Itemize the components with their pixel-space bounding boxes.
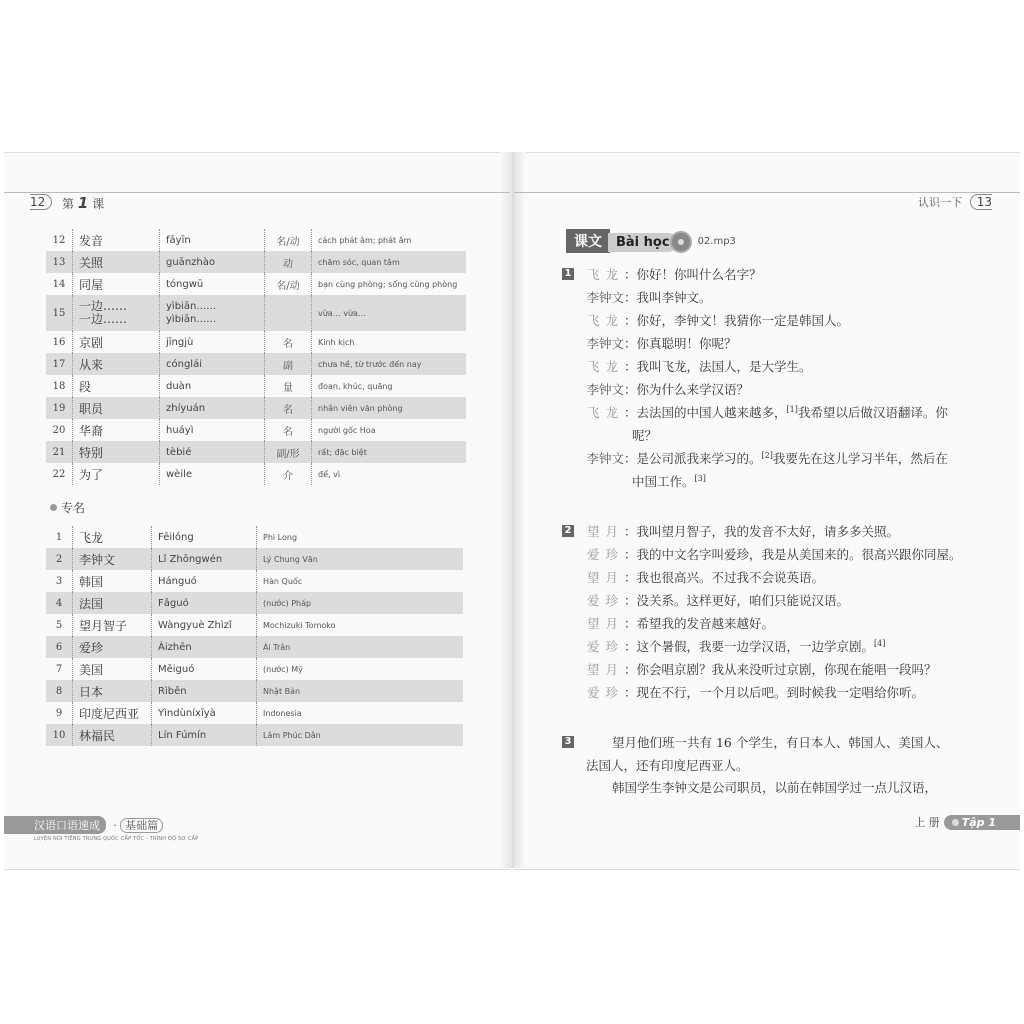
speaker-colon: ： <box>624 616 637 631</box>
name-pinyin: Hánguó <box>152 570 257 592</box>
vocab-meaning: vừa… vừa… <box>312 295 467 331</box>
chapter-title: 认识一下 <box>918 196 962 209</box>
right-page-number: 13 <box>970 194 992 210</box>
name-pinyin: Yìndùníxīyà <box>152 702 257 724</box>
speaker-colon: ： <box>624 336 637 351</box>
speaker-colon: ： <box>624 290 637 305</box>
dialogue-text: 希望我的发音越来越好。 <box>636 616 775 631</box>
vocab-hanzi: 关照 <box>73 251 160 273</box>
vocab-hanzi: 段 <box>73 375 160 397</box>
proper-name-row <box>46 548 463 570</box>
speaker-name: 爱珍 <box>586 639 624 654</box>
vocab-meaning: đoạn, khúc, quãng <box>318 381 393 391</box>
vocab-meaning: rất; đặc biệt <box>312 441 467 463</box>
vocab-meaning: người gốc Hoa <box>318 425 376 435</box>
name-meaning: Lâm Phúc Dân <box>257 724 464 746</box>
footnote-marker: [1] <box>786 404 798 414</box>
vocab-part-of-speech: 副 <box>265 353 312 375</box>
vocab-part-of-speech: 名 <box>265 419 312 441</box>
vocab-part-of-speech: 动 <box>265 251 312 273</box>
left-page-number: 12 <box>30 194 52 210</box>
speaker-colon: ： <box>624 662 637 677</box>
right-page-header <box>514 192 1020 209</box>
vocab-part-of-speech: 名 <box>265 331 312 353</box>
speaker-colon: ： <box>624 547 637 562</box>
dialogue-text: 没关系。这样更好，咱们只能说汉语。 <box>636 593 850 608</box>
proper-name-row <box>46 636 463 658</box>
dialogue-text: 呢？ <box>632 428 658 443</box>
vocab-hanzi <box>73 295 160 331</box>
book-title: 汉语口语速成 <box>4 816 106 834</box>
speaker-name: 爱珍 <box>586 593 624 608</box>
vocab-pinyin: fāyīn <box>160 229 265 251</box>
vocab-meaning: chăm sóc, quan tâm <box>312 251 467 273</box>
right-page-footer <box>914 814 1020 830</box>
dialogue-line <box>584 522 899 540</box>
dialogue-text: 你好，李钟文！我猜你一定是韩国人。 <box>636 313 850 328</box>
vocab-row <box>46 251 466 273</box>
dialogue-line <box>584 568 824 586</box>
dialogue-text: 现在不行，一个月以后吧。到时候我一定唱给你听。 <box>636 685 925 700</box>
lesson-tag: 课文 <box>566 229 610 253</box>
footnote-marker: [4] <box>874 638 886 648</box>
vocab-pinyin: jīngjù <box>160 331 265 353</box>
name-meaning: Ái Trân <box>257 636 464 658</box>
vocab-pinyin: tèbié <box>160 441 265 463</box>
dialogue-text: 这个暑假，我要一边学汉语，一边学京剧。 <box>636 639 875 654</box>
vocab-hanzi: 华裔 <box>73 419 160 441</box>
dialogue-text: 我叫李钟文。 <box>636 290 712 305</box>
dialogue-text: 是公司派我来学习的。 <box>636 451 762 466</box>
vocab-hanzi: 京剧 <box>73 331 160 353</box>
speaker-colon: ： <box>624 313 637 328</box>
vocab-pinyin-line: yìbiān…… <box>166 301 217 312</box>
vocab-row <box>46 375 466 397</box>
proper-names-heading <box>50 499 85 516</box>
dialogue-line <box>584 660 937 678</box>
speaker-colon: ： <box>624 685 637 700</box>
book-subtitle: LUYỆN NÓI TIẾNG TRUNG QUỐC CẤP TỐC - TRÌNH ĐỘ SƠ CẤP <box>34 836 199 842</box>
speaker-name: 望月 <box>586 524 624 539</box>
vocab-part-of-speech: 副/形 <box>265 441 312 463</box>
name-meaning: Indonesia <box>263 708 302 718</box>
name-pinyin: Wàngyuè Zhìzǐ <box>152 614 257 636</box>
vocab-part-of-speech: 名 <box>265 397 312 419</box>
vocab-pinyin: zhíyuán <box>160 397 265 419</box>
speaker-colon: ： <box>624 382 637 397</box>
speaker-name: 飞龙 <box>586 359 624 374</box>
lesson-prefix: 第 <box>62 197 75 211</box>
vocab-pinyin-line: yìbiān…… <box>166 314 217 325</box>
vocab-part-of-speech <box>265 295 312 331</box>
section-3-badge: 3 <box>562 736 574 748</box>
vocab-row <box>46 419 466 441</box>
dialogue-text: 去法国的中国人越来越多， <box>636 405 787 420</box>
vocab-part-of-speech: 名/动 <box>265 273 312 295</box>
dialogue-text: 我的中文名字叫爱珍，我是从美国来的。很高兴跟你同屋。 <box>636 547 962 562</box>
vocab-hanzi: 从来 <box>73 353 160 375</box>
speaker-colon: ： <box>624 593 637 608</box>
name-hanzi: 林福民 <box>73 724 152 746</box>
vocab-pinyin: cónglái <box>160 353 265 375</box>
vocab-meaning: để, vì <box>318 469 341 479</box>
audio-cd-icon <box>670 231 692 253</box>
vocab-row <box>46 273 466 295</box>
speaker-colon: ： <box>624 405 637 420</box>
vocab-hanzi: 同屋 <box>73 273 160 295</box>
vocab-hanzi-line: 一边…… <box>79 299 128 313</box>
vocab-row <box>46 229 466 251</box>
name-pinyin: Rìběn <box>152 680 257 702</box>
speaker-colon: ： <box>624 639 637 654</box>
speaker-name: 爱珍 <box>586 547 624 562</box>
name-number: 5 <box>46 614 73 636</box>
bullet-icon <box>50 504 57 511</box>
vocab-hanzi: 职员 <box>73 397 160 419</box>
name-pinyin: Àizhēn <box>152 636 257 658</box>
dialogue-continuation <box>632 472 706 490</box>
dialogue-text: 我叫望月智子，我的发音不太好，请多多关照。 <box>636 524 900 539</box>
dialogue-line <box>584 614 774 632</box>
vocab-number: 18 <box>46 375 73 397</box>
speaker-colon: ： <box>624 524 637 539</box>
proper-name-row <box>46 680 463 702</box>
name-hanzi: 李钟文 <box>73 548 152 570</box>
vocab-pinyin: tóngwū <box>160 273 265 295</box>
name-hanzi: 爱珍 <box>73 636 152 658</box>
name-number: 8 <box>46 680 73 702</box>
vocab-row <box>46 397 466 419</box>
speaker-name: 爱珍 <box>586 685 624 700</box>
name-number: 3 <box>46 570 73 592</box>
name-pinyin: Fēilóng <box>152 526 257 548</box>
name-hanzi: 韩国 <box>73 570 152 592</box>
name-hanzi: 法国 <box>73 592 152 614</box>
name-hanzi: 美国 <box>73 658 152 680</box>
dialogue-continuation <box>632 426 657 444</box>
dialogue-text: 我希望以后做汉语翻译。你 <box>797 405 948 420</box>
name-number: 6 <box>46 636 73 658</box>
section-1-badge: 1 <box>562 268 574 280</box>
vocab-meaning: bạn cùng phòng; sống cùng phòng <box>318 279 458 289</box>
dialogue-text: 我叫飞龙，法国人，是大学生。 <box>636 359 812 374</box>
name-number: 9 <box>46 702 73 724</box>
speaker-name: 望月 <box>586 616 624 631</box>
vocab-pinyin: duàn <box>160 375 265 397</box>
lesson-label <box>62 194 104 212</box>
name-hanzi: 飞龙 <box>73 526 152 548</box>
name-meaning: Hàn Quốc <box>263 576 303 586</box>
dialogue-line <box>584 683 924 701</box>
volume-tag: Tập 1 <box>944 815 1020 830</box>
vocab-pinyin: guānzhào <box>160 251 265 273</box>
proper-name-row <box>46 724 463 746</box>
vocab-row <box>46 295 466 331</box>
vocab-part-of-speech: 名/动 <box>265 229 312 251</box>
name-number: 1 <box>46 526 73 548</box>
vocab-number: 19 <box>46 397 73 419</box>
proper-name-row <box>46 570 463 592</box>
vocabulary-table <box>46 229 466 485</box>
name-pinyin: Měiguó <box>152 658 257 680</box>
vocab-number: 21 <box>46 441 73 463</box>
lesson-tag-vi: Bài học <box>608 233 678 252</box>
paragraph-line: 韩国学生李钟文是公司职员，以前在韩国学过一点儿汉语， <box>612 780 938 795</box>
vocab-hanzi-line: 一边…… <box>79 312 128 326</box>
paragraph-line: 望月他们班一共有 16 个学生，有日本人、韩国人、美国人、 <box>612 735 949 750</box>
dialogue-text: 你为什么来学汉语？ <box>636 382 750 397</box>
vocab-pinyin: wèile <box>160 463 265 485</box>
proper-names-table <box>46 526 463 746</box>
dialogue-line <box>584 449 948 467</box>
vocab-hanzi: 特别 <box>73 441 160 463</box>
vocab-number: 14 <box>46 273 73 295</box>
name-hanzi: 印度尼西亚 <box>73 702 152 724</box>
left-page-footer <box>4 814 199 842</box>
name-number: 4 <box>46 592 73 614</box>
lesson-heading <box>566 229 736 251</box>
footer-dot: · <box>113 819 117 832</box>
vocab-number: 15 <box>46 295 73 331</box>
proper-name-row <box>46 702 463 724</box>
dialogue-line <box>584 545 962 563</box>
name-hanzi: 望月智子 <box>73 614 152 636</box>
dialogue-line <box>584 357 812 375</box>
vocab-hanzi: 为了 <box>73 463 160 485</box>
volume-label: 上 册 <box>914 816 940 829</box>
dialogue-line <box>584 311 849 329</box>
book-gutter <box>500 152 526 868</box>
speaker-name: 飞龙 <box>586 267 624 282</box>
name-pinyin: Fǎguó <box>152 592 257 614</box>
speaker-name: 飞龙 <box>586 313 624 328</box>
dialogue-line <box>584 403 948 421</box>
dialogue-text: 你会唱京剧？我从来没听过京剧，你现在能唱一段吗？ <box>636 662 937 677</box>
dialogue-line <box>584 334 737 352</box>
dialogue-text: 我要先在这儿学习半年，然后在 <box>772 451 948 466</box>
lesson-number: 1 <box>77 194 89 212</box>
name-pinyin: Lín Fúmín <box>152 724 257 746</box>
proper-names-title: 专名 <box>61 501 86 515</box>
footnote-marker: [3] <box>694 473 706 483</box>
paragraph-line: 法国人，还有印度尼西亚人。 <box>586 758 749 773</box>
name-pinyin: Lǐ Zhōngwén <box>152 548 257 570</box>
speaker-colon: ： <box>624 570 637 585</box>
vocab-pinyin <box>160 295 265 331</box>
proper-name-row <box>46 592 463 614</box>
dialogue-line <box>584 288 712 306</box>
name-meaning: Nhật Bản <box>257 680 464 702</box>
vocab-meaning: cách phát âm; phát âm <box>318 235 412 245</box>
vocab-row <box>46 331 466 353</box>
name-number: 7 <box>46 658 73 680</box>
book-level <box>113 817 163 833</box>
name-meaning: (nước) Pháp <box>257 592 464 614</box>
speaker-name: 望月 <box>586 662 624 677</box>
vocab-number: 12 <box>46 229 73 251</box>
vocab-number: 20 <box>46 419 73 441</box>
proper-name-row <box>46 614 463 636</box>
speaker-name: 望月 <box>586 570 624 585</box>
dialogue-text: 你真聪明！你呢？ <box>636 336 737 351</box>
vocab-meaning: Kinh kịch <box>318 337 355 347</box>
dialogue-text: 你好！你叫什么名字？ <box>636 267 762 282</box>
speaker-name: 李钟文 <box>586 336 624 351</box>
speaker-name: 李钟文 <box>586 451 624 466</box>
speaker-name: 飞龙 <box>586 405 624 420</box>
proper-name-row <box>46 658 463 680</box>
name-meaning: Phi Long <box>263 532 298 542</box>
vocab-row <box>46 463 466 485</box>
dialogue-line <box>584 380 749 398</box>
dialogue-line <box>584 265 762 283</box>
vocab-meaning: nhân viên văn phòng <box>312 397 467 419</box>
vocab-meaning: chưa hề, từ trước đến nay <box>312 353 467 375</box>
proper-name-row <box>46 526 463 548</box>
dialogue-text: 我也很高兴。不过我不会说英语。 <box>636 570 825 585</box>
section-2-badge: 2 <box>562 525 574 537</box>
speaker-colon: ： <box>624 451 637 466</box>
speaker-name: 李钟文 <box>586 382 624 397</box>
name-meaning: (nước) Mỹ <box>263 664 303 674</box>
vocab-number: 22 <box>46 463 73 485</box>
dialogue-line <box>584 637 885 655</box>
name-hanzi: 日本 <box>73 680 152 702</box>
book-level-label: 基础篇 <box>120 818 163 833</box>
left-page-header <box>4 192 510 212</box>
vocab-number: 13 <box>46 251 73 273</box>
speaker-colon: ： <box>624 359 637 374</box>
footnote-marker: [2] <box>761 450 773 460</box>
vocab-number: 16 <box>46 331 73 353</box>
name-meaning: Lý Chung Văn <box>257 548 464 570</box>
name-meaning: Mochizuki Tomoko <box>263 620 336 630</box>
name-number: 2 <box>46 548 73 570</box>
dialogue-line <box>584 591 849 609</box>
lesson-suffix: 课 <box>92 197 105 211</box>
vocab-row <box>46 353 466 375</box>
vocab-number: 17 <box>46 353 73 375</box>
vocab-hanzi: 发音 <box>73 229 160 251</box>
vocab-part-of-speech: 介 <box>265 463 312 485</box>
audio-file-label: 02.mp3 <box>697 236 736 247</box>
dialogue-text: 中国工作。 <box>632 474 695 489</box>
speaker-colon: ： <box>624 267 637 282</box>
speaker-name: 李钟文 <box>586 290 624 305</box>
vocab-row <box>46 441 466 463</box>
vocab-part-of-speech: 量 <box>265 375 312 397</box>
name-number: 10 <box>46 724 73 746</box>
vocab-pinyin: huáyì <box>160 419 265 441</box>
